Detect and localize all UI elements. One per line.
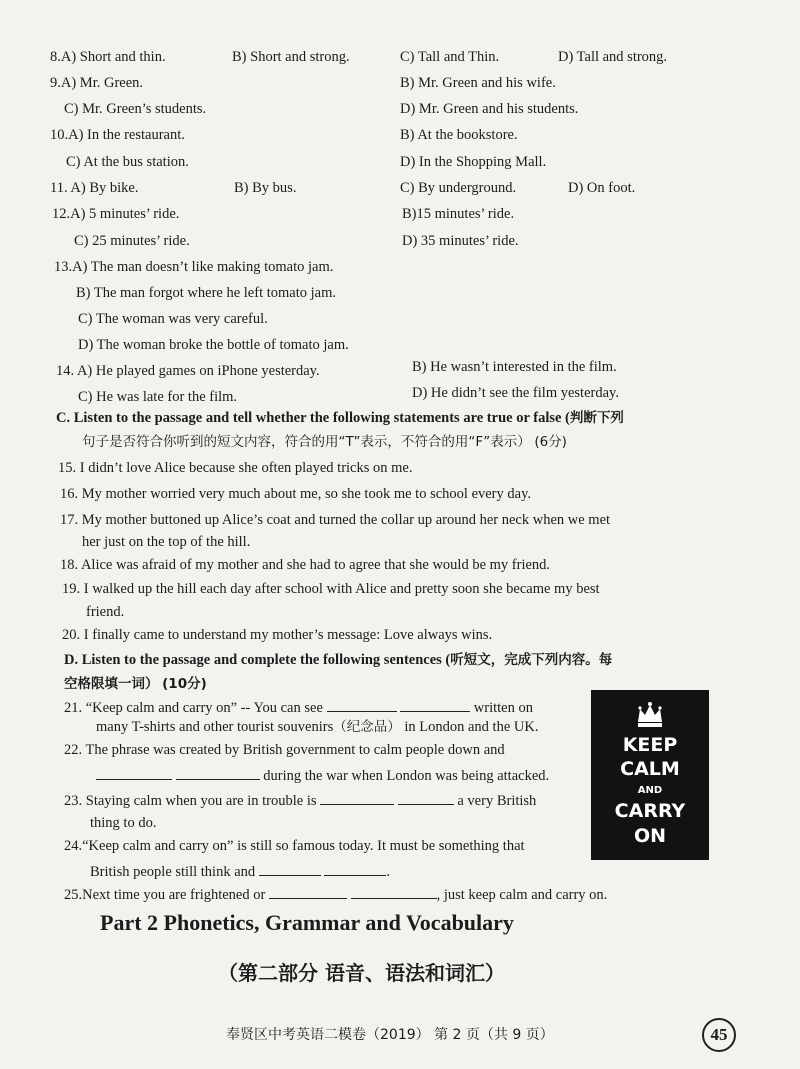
poster-line-calm: CALM (620, 758, 680, 780)
question-24-line1: 24.“Keep calm and carry on” is still so famous today. It must be something that (64, 838, 525, 854)
q11-option: 11. A) By bike. (50, 180, 139, 196)
q24-blank-2[interactable] (324, 861, 386, 876)
keep-calm-poster (591, 690, 709, 860)
poster-line-on: ON (633, 825, 667, 847)
crown-icon (635, 700, 665, 730)
q13-option: 13.A) The man doesn’t like making tomato jam. (54, 259, 334, 275)
q10-option: 10.A) In the restaurant. (50, 127, 185, 143)
q25-text-b: , just keep calm and carry on. (436, 887, 608, 903)
section-c-heading-zh1: 判断下列 (569, 410, 624, 426)
section-d-heading-line2 (64, 675, 207, 693)
q14-option: C) He was late for the film. (78, 389, 238, 405)
q8-option: D) Tall and strong. (558, 49, 668, 65)
part2-subtitle: （第二部分 语音、语法和词汇） (218, 961, 505, 985)
q11-option: D) On foot. (568, 180, 636, 196)
section-d-heading-zh2: 空格限填一词） (64, 676, 159, 692)
q8-option: C) Tall and Thin. (400, 49, 500, 65)
q13-option: C) The woman was very careful. (78, 311, 268, 327)
q23-text-b: a very British (457, 793, 537, 809)
q23-text-a: 23. Staying calm when you are in trouble is (64, 793, 317, 809)
q8-option: B) Short and strong. (232, 49, 350, 65)
q21-blank-1[interactable] (327, 697, 397, 712)
question-23-line1 (64, 790, 536, 810)
q22-blank-1[interactable] (96, 765, 172, 780)
q14-option: B) He wasn’t interested in the film. (412, 359, 617, 375)
question-25-line (64, 884, 607, 904)
question-21-line1 (64, 697, 533, 717)
question-22-line2 (96, 765, 549, 785)
page-footer: 奉贤区中考英语二模卷（2019） 第 2 页（共 9 页） (226, 1027, 554, 1043)
q9-option: 9.A) Mr. Green. (50, 75, 144, 91)
statement-line: her just on the top of the hill. (82, 534, 251, 550)
q25-blank-2[interactable] (351, 884, 437, 899)
section-c-heading (56, 409, 624, 427)
section-d-heading-zh1: 听短文，完成下列内容。每 (450, 652, 613, 668)
statement-line: 19. I walked up the hill each day after school with Alice and pretty soon she became my best (62, 581, 600, 597)
q24-blank-1[interactable] (259, 861, 321, 876)
q9-option: B) Mr. Green and his wife. (400, 75, 556, 91)
q24-text-b: British people still think and (90, 864, 256, 880)
q14-option: D) He didn’t see the film yesterday. (412, 385, 619, 401)
q21-text-c: many T-shirts and other tourist souvenirs (96, 719, 334, 735)
statement-line: 20. I finally came to understand my mother’s message: Love always wins. (62, 627, 493, 643)
page-circle-number: 45 (702, 1018, 736, 1052)
statement-line: friend. (86, 604, 125, 620)
section-c-heading-en: C. Listen to the passage and tell whether the following statements are true or false ( (56, 410, 570, 426)
q24-text-c: . (386, 864, 391, 880)
q23-blank-1[interactable] (320, 790, 394, 805)
q13-option: B) The man forgot where he left tomato jam. (76, 285, 336, 301)
q12-option: D) 35 minutes’ ride. (402, 233, 519, 249)
q10-option: C) At the bus station. (66, 154, 189, 170)
q22-blank-2[interactable] (176, 765, 260, 780)
section-d-heading-en: D. Listen to the passage and complete the following sentences ( (64, 652, 451, 668)
q21-blank-2[interactable] (400, 697, 470, 712)
q11-option: B) By bus. (234, 180, 297, 196)
question-24-line2 (90, 861, 390, 881)
section-c-score: (6分) (534, 434, 567, 450)
question-22-line1: 22. The phrase was created by British government to calm people down and (64, 742, 505, 758)
q10-option: B) At the bookstore. (400, 127, 518, 143)
q9-option: D) Mr. Green and his students. (400, 101, 579, 117)
q21-text-zh: （纪念品） (333, 719, 401, 735)
q14-option: 14. A) He played games on iPhone yesterday. (56, 363, 320, 379)
q21-text-d: in London and the UK. (404, 719, 539, 735)
q12-option: 12.A) 5 minutes’ ride. (52, 206, 180, 222)
statement-line: 16. My mother worried very much about me, so she took me to school every day. (60, 486, 532, 502)
q22-text-b: during the war when London was being attacked. (263, 768, 550, 784)
q12-option: B)15 minutes’ ride. (402, 206, 515, 222)
section-c-heading-zh2: 句子是否符合你听到的短文内容，符合的用“T”表示，不符合的用“F”表示） (82, 434, 531, 450)
question-21-line2 (96, 718, 538, 736)
section-c-heading-line2 (82, 433, 567, 451)
part2-title: Part 2 Phonetics, Grammar and Vocabulary (100, 910, 514, 935)
q25-blank-1[interactable] (269, 884, 347, 899)
statement-line: 17. My mother buttoned up Alice’s coat and turned the collar up around her neck when we met (60, 512, 611, 528)
q10-option: D) In the Shopping Mall. (400, 154, 547, 170)
poster-line-carry: CARRY (614, 800, 686, 822)
question-23-line2: thing to do. (90, 815, 157, 831)
q12-option: C) 25 minutes’ ride. (74, 233, 190, 249)
section-d-score: (10分) (162, 676, 207, 692)
statement-line: 18. Alice was afraid of my mother and she had to agree that she would be my friend. (60, 557, 551, 573)
q9-option: C) Mr. Green’s students. (64, 101, 207, 117)
q25-text-a: 25.Next time you are frightened or (64, 887, 266, 903)
section-d-heading (64, 651, 612, 669)
poster-line-and: AND (637, 785, 663, 796)
q23-blank-2[interactable] (398, 790, 454, 805)
poster-line-keep: KEEP (622, 734, 678, 756)
q13-option: D) The woman broke the bottle of tomato jam. (78, 337, 349, 353)
q8-option: 8.A) Short and thin. (50, 49, 166, 65)
statement-line: 15. I didn’t love Alice because she often played tricks on me. (58, 460, 413, 476)
q11-option: C) By underground. (400, 180, 517, 196)
q21-text-a: 21. “Keep calm and carry on” -- You can see (64, 700, 323, 716)
q21-text-b: written on (473, 700, 533, 716)
